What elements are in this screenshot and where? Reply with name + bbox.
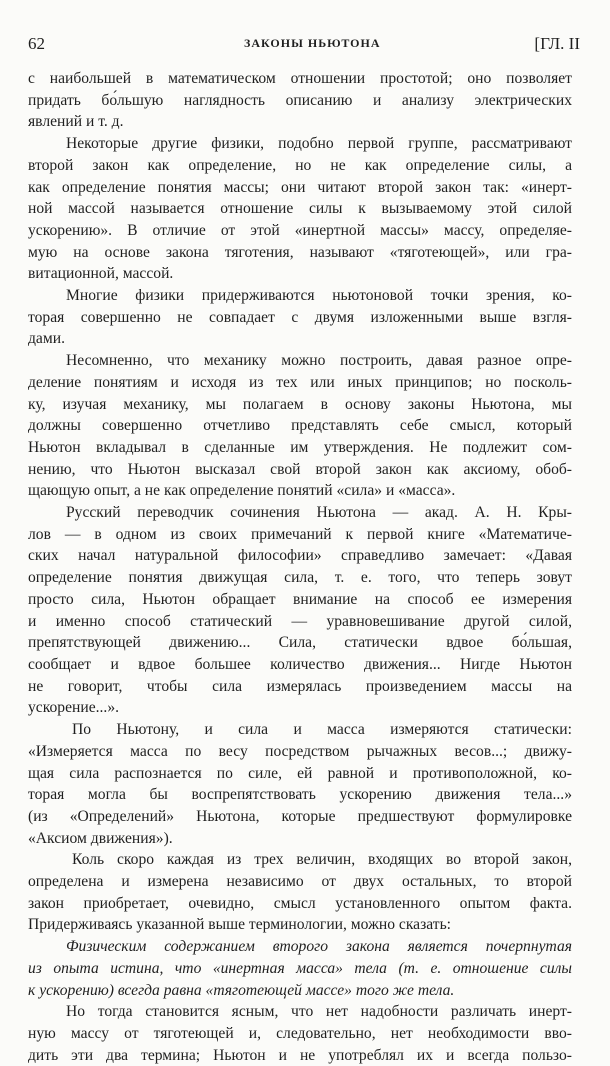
text-line: торая совершенно не совпадает с двумя изложенными выше взгля- bbox=[28, 308, 572, 326]
text-line: с наибольшей в математическом отношении простотой; оно позволяет bbox=[28, 70, 572, 87]
text-line: Некоторые другие физики, подобно первой группе, рассматривают bbox=[66, 135, 572, 153]
text-line: деление понятиям и исходя из тех или иных принципов; но посколь- bbox=[28, 373, 572, 391]
text-line: из опыта истина, что «инертная масса» тела (т. е. отношение силы bbox=[28, 959, 572, 977]
text-line: витационной, массой. bbox=[28, 265, 174, 283]
text-line: дить эти два термина; Ньютон и не употреблял их и всегда пользо- bbox=[28, 1046, 572, 1064]
text-line: мую на основе закона тяготения, называют «тяготеющей», или гра- bbox=[28, 243, 572, 261]
text-line: препятствующей движению... Сила, статически вдвое бо́льшая, bbox=[28, 634, 572, 652]
text-line: второй закон как определение, но не как определение силы, а bbox=[28, 156, 572, 174]
text-line: щая сила распознается по силе, ей равной и противоположной, ко- bbox=[28, 764, 572, 782]
text-line: (из «Определений» Ньютона, которые предшествуют формулировке bbox=[28, 807, 572, 825]
text-line: ку, изучая механику, мы полагаем в основу законы Ньютона, мы bbox=[28, 395, 572, 413]
text-line: лов — в одном из своих примечаний к первой книге «Математиче- bbox=[28, 525, 572, 543]
text-line: определение понятия движущая сила, т. е. того, что теперь зовут bbox=[28, 569, 572, 587]
text-line: определена и измерена независимо от двух остальных, то второй bbox=[28, 873, 572, 891]
text-line: просто сила, Ньютон обращает внимание на способ ее измерения bbox=[28, 590, 572, 608]
text-line: ских начал натуральной философии» справедливо замечает: «Давая bbox=[28, 547, 572, 565]
text-line: Русский переводчик сочинения Ньютона — акад. А. Н. Кры- bbox=[66, 504, 572, 522]
text-line: Ньютон вкладывал в сделанные им утверждения. Не подлежит сом- bbox=[28, 438, 572, 456]
text-line: Но тогда становится ясным, что нет надобности различать инерт- bbox=[66, 1003, 572, 1021]
text-line: ускорение...». bbox=[28, 699, 120, 717]
text-line: должны совершенно отчетливо представлять себе смысл, который bbox=[28, 417, 572, 435]
page-body bbox=[28, 68, 572, 1066]
text-line: сообщает и вдвое большее количество движения... Нигде Ньютон bbox=[28, 655, 572, 673]
text-line: Придерживаясь указанной выше терминологии, можно сказать: bbox=[28, 916, 452, 934]
text-line: «Измеряется масса по весу посредством рычажных весов...; движу- bbox=[28, 742, 572, 760]
text-line: ную массу от тяготеющей и, следовательно, нет необходимости вво- bbox=[28, 1024, 572, 1042]
text-line: закон приобретает, очевидно, смысл установленного опытом факта. bbox=[28, 894, 572, 912]
text-line: явлений и т. д. bbox=[28, 113, 124, 131]
text-line: ной массой называется отношение силы к вызываемому этой силой bbox=[28, 200, 572, 218]
text-line: «Аксиом движения»). bbox=[28, 829, 173, 847]
text-line: к ускорению) всегда равна «тяготеющей массе» того же тела. bbox=[28, 981, 455, 999]
text-line: Несомненно, что механику можно построить, давая разное опре- bbox=[66, 352, 572, 370]
text-line: Коль скоро каждая из трех величин, входящих во второй закон, bbox=[72, 851, 572, 869]
text-line: ускорению». В отличие от этой «инертной массы» массу, определяе- bbox=[28, 221, 572, 239]
page-number: 62 bbox=[28, 34, 45, 53]
running-title: ЗАКОНЫ НЬЮТОНА bbox=[244, 36, 381, 50]
text-line: не говорит, чтобы сила измерялась произведением массы на bbox=[28, 677, 572, 695]
text-line: Физическим содержанием второго закона является почерпнутая bbox=[66, 938, 572, 956]
text-line: и именно способ статический — уравновешивание другой силой, bbox=[28, 612, 572, 630]
text-line: придать бо́льшую наглядность описанию и анализу электрических bbox=[28, 91, 572, 109]
text-line: дами. bbox=[28, 330, 65, 348]
text-line: По Ньютону, и сила и масса измеряются статически: bbox=[72, 721, 572, 739]
text-line: щающую опыт, а не как определение понятий «сила» и «масса». bbox=[28, 482, 456, 500]
text-line: Многие физики придерживаются ньютоновой точки зрения, ко- bbox=[66, 287, 572, 305]
chapter-label: [ГЛ. II bbox=[534, 34, 580, 53]
text-line: как определение понятия массы; они читают второй закон так: «инерт- bbox=[28, 178, 572, 196]
page-header bbox=[28, 34, 580, 56]
text-line: нению, что Ньютон высказал свой второй закон как аксиому, обоб- bbox=[28, 460, 572, 478]
text-line: торая могла бы воспрепятствовать ускорению движения тела...» bbox=[28, 786, 572, 804]
